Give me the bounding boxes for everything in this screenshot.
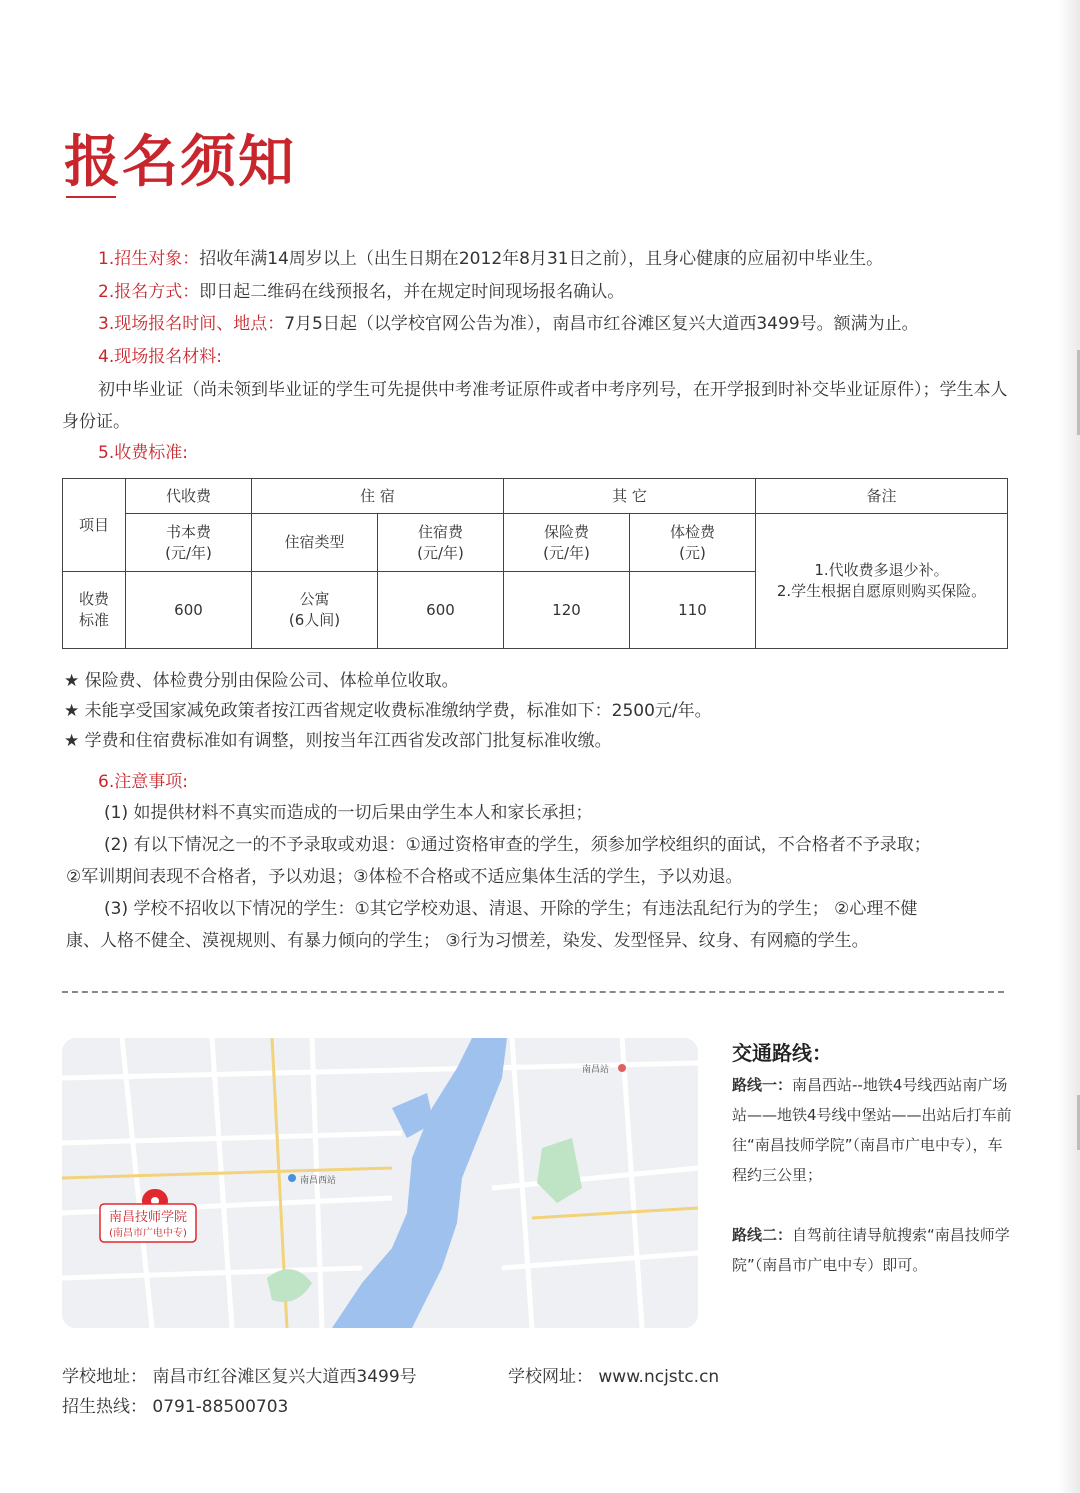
admission-hotline: 招生热线： 0791-88500703 xyxy=(62,1397,289,1417)
note-1: 1.代收费多退少补。 xyxy=(814,561,949,579)
route-1 xyxy=(732,1070,1017,1190)
star-note-3: ★ 学费和住宿费标准如有调整，则按当年江西省发改部门批复标准收缴。 xyxy=(64,731,612,751)
header-zhusu: 住 宿 xyxy=(252,479,504,514)
route-2-text: 自驾前往请导航搜索“南昌技师学院”（南昌市广电中专）即可。 xyxy=(732,1226,1010,1274)
item-6-label: 6.注意事项: xyxy=(98,772,188,792)
school-website[interactable]: 学校网址： www.ncjstc.cn xyxy=(508,1367,720,1387)
item-2-text: 即日起二维码在线预报名，并在规定时间现场报名确认。 xyxy=(199,282,625,302)
school-address: 学校地址： 南昌市红谷滩区复兴大道西3499号 xyxy=(62,1367,417,1387)
notice-p3a: (3) 学校不招收以下情况的学生：①其它学校劝退、清退、开除的学生；有违法乱纪行为的学生； ②心理不健 xyxy=(104,899,918,919)
header-qita: 其 它 xyxy=(504,479,756,514)
map-school-sub: (南昌市广电中专) xyxy=(109,1228,187,1239)
book-fee-value: 600 xyxy=(126,572,252,649)
notes-cell xyxy=(756,514,1008,649)
dorm-fee-header-l1: 住宿费 xyxy=(417,522,463,541)
route-2 xyxy=(732,1220,1017,1280)
note-2: 2.学生根据自愿原则购买保险。 xyxy=(776,582,987,600)
route-1-text: 南昌西站--地铁4号线西站南广场站——地铁4号线中堡站——出站后打车前往“南昌技师学院”（南昌市广电中专），车程约三公里； xyxy=(732,1076,1012,1184)
item-2-label: 2.报名方式： xyxy=(98,282,200,302)
map-graphic xyxy=(62,1038,698,1328)
item-1-text: 招收年满14周岁以上（出生日期在2012年8月31日之前），且身心健康的应届初中毕业生。 xyxy=(199,249,884,269)
item-3-text: 7月5日起（以学校官网公告为准），南昌市红谷滩区复兴大道西3499号。额满为止。 xyxy=(284,314,919,334)
item-1 xyxy=(98,247,883,271)
item-4-text: 初中毕业证（尚未领到毕业证的学生可先提供中考准考证原件或者中考序列号，在开学报到时补交毕业证原件）；学生本人身份证。 xyxy=(62,380,1008,432)
insurance-header-l2: (元/年) xyxy=(543,543,590,562)
map-label-nanchang-west: 南昌西站 xyxy=(300,1176,337,1186)
notice-p2b: ②军训期间表现不合格者，予以劝退；③体检不合格或不适应集体生活的学生，予以劝退。 xyxy=(66,867,743,887)
insurance-value: 120 xyxy=(504,572,630,649)
item-3-label: 3.现场报名时间、地点： xyxy=(98,314,285,334)
dashed-divider xyxy=(62,991,1004,993)
notice-p2a: (2) 有以下情况之一的不予录取或劝退：①通过资格审查的学生，须参加学校组织的面试，不合格者不予录取； xyxy=(104,835,931,855)
dorm-fee-value: 600 xyxy=(378,572,504,649)
item-5 xyxy=(98,441,188,465)
checkup-header-l1: 体检费 xyxy=(669,522,715,541)
map-label-nanchang: 南昌站 xyxy=(582,1065,610,1075)
book-fee-header xyxy=(126,514,252,572)
page-edge-shadow xyxy=(1058,0,1080,1493)
notice-p3b: 康、人格不健全、漠视规则、有暴力倾向的学生； ③行为习惯差，染发、发型怪异、纹身、有网瘾的学生。 xyxy=(66,931,869,951)
header-beizhu: 备注 xyxy=(756,479,1008,514)
title-underline xyxy=(66,196,116,198)
map-school-name: 南昌技师学院 xyxy=(108,1210,188,1225)
row-label-l2: 标准 xyxy=(78,611,109,629)
book-fee-header-l2: (元/年) xyxy=(165,543,212,562)
fee-table xyxy=(62,478,1008,649)
dorm-type-header: 住宿类型 xyxy=(252,514,378,572)
insurance-header-l1: 保险费 xyxy=(543,522,589,541)
insurance-header xyxy=(504,514,630,572)
item-4 xyxy=(98,345,222,369)
checkup-header-l2: (元) xyxy=(679,543,706,562)
header-item: 项目 xyxy=(63,479,126,572)
location-map xyxy=(62,1038,698,1328)
star-note-2: ★ 未能享受国家减免政策者按江西省规定收费标准缴纳学费，标准如下：2500元/年。 xyxy=(64,701,712,721)
checkup-header xyxy=(630,514,756,572)
dorm-fee-header xyxy=(378,514,504,572)
route-1-label: 路线一： xyxy=(732,1076,793,1094)
item-5-label: 5.收费标准: xyxy=(98,443,188,463)
item-1-label: 1.招生对象： xyxy=(98,249,200,269)
transport-title: 交通路线： xyxy=(732,1041,832,1065)
row-label-l1: 收费 xyxy=(78,590,109,608)
checkup-value: 110 xyxy=(630,572,756,649)
header-daishou: 代收费 xyxy=(126,479,252,514)
item-3 xyxy=(98,312,919,336)
notice-p1: (1) 如提供材料不真实而造成的一切后果由学生本人和家长承担； xyxy=(104,803,593,823)
dorm-type-value xyxy=(252,572,378,649)
item-6 xyxy=(98,770,188,794)
row-label xyxy=(63,572,126,649)
book-fee-header-l1: 书本费 xyxy=(165,522,211,541)
page-title: 报名须知 xyxy=(64,129,296,195)
item-4-label: 4.现场报名材料: xyxy=(98,347,222,367)
route-2-label: 路线二： xyxy=(732,1226,793,1244)
dorm-fee-header-l2: (元/年) xyxy=(417,543,464,562)
item-2 xyxy=(98,280,624,304)
star-note-1: ★ 保险费、体检费分别由保险公司、体检单位收取。 xyxy=(64,671,459,691)
dorm-type-value-l1: 公寓 xyxy=(299,590,330,608)
dorm-type-value-l2: (6人间) xyxy=(288,611,341,629)
